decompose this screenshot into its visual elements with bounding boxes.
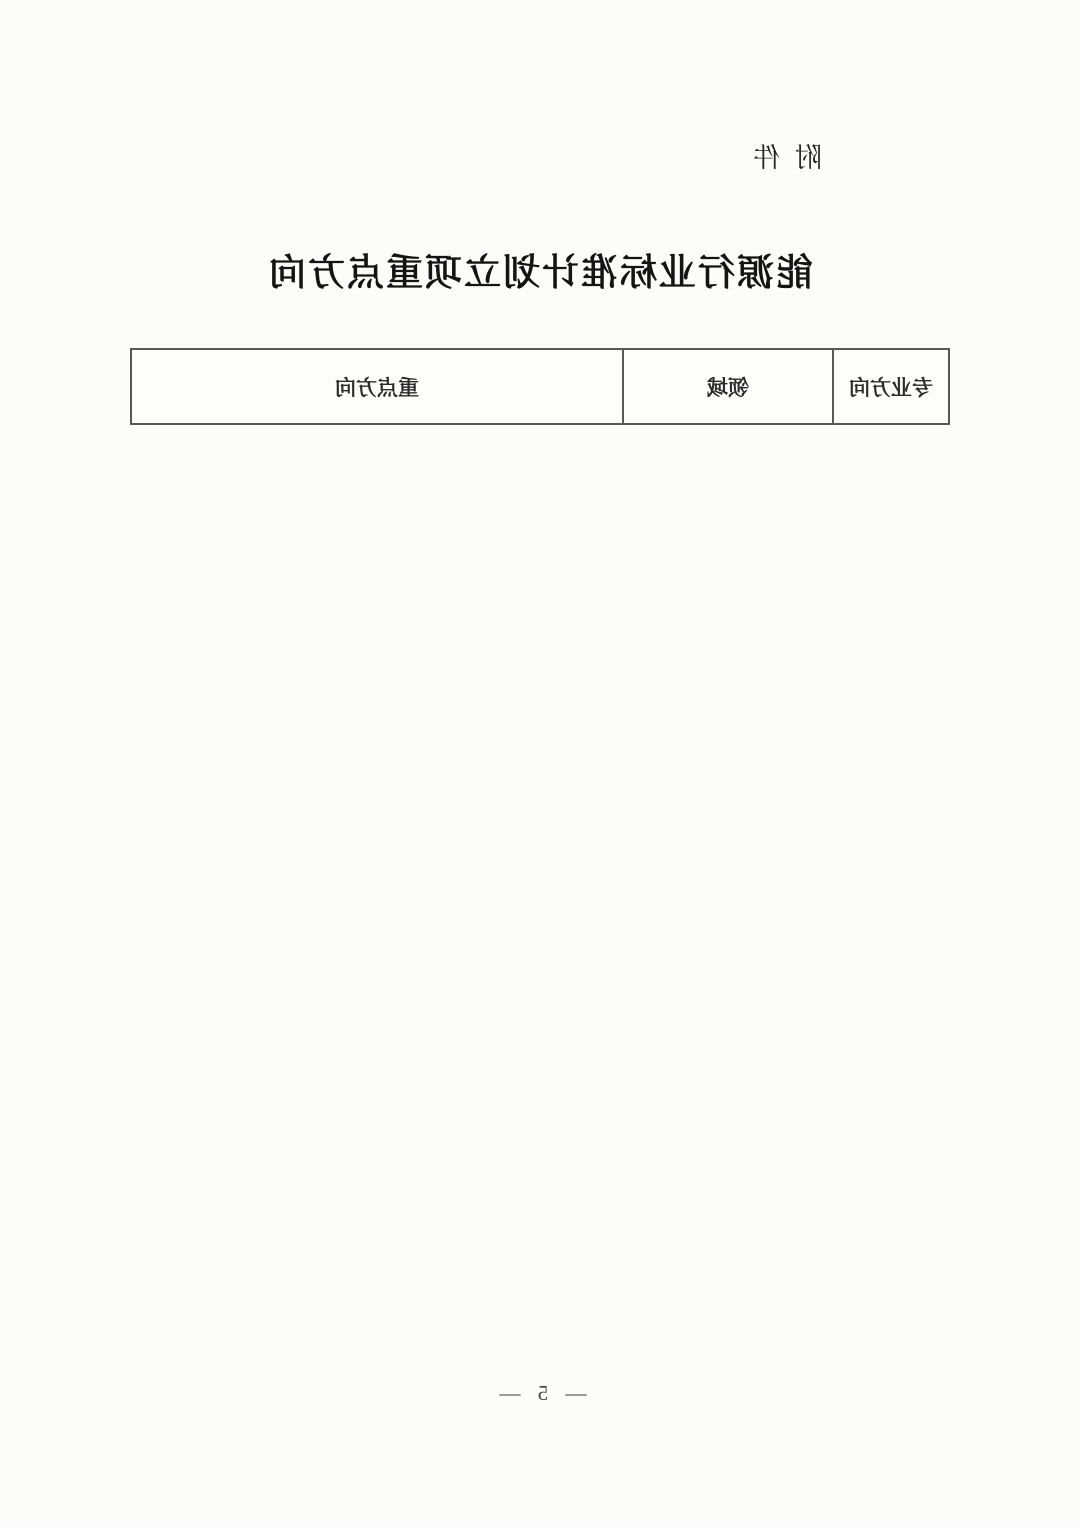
- column-header-2: 重点方向: [131, 349, 623, 424]
- page-number: — 5 —: [493, 1381, 587, 1405]
- column-header-0: 专业方向: [833, 349, 949, 424]
- column-header-1: 领域: [623, 349, 833, 424]
- key-directions-table: [130, 348, 950, 425]
- table-header-row: [131, 349, 949, 424]
- attachment-label: 附 件: [749, 143, 822, 173]
- document-title: 能源行业标准计划立项重点方向: [267, 251, 813, 294]
